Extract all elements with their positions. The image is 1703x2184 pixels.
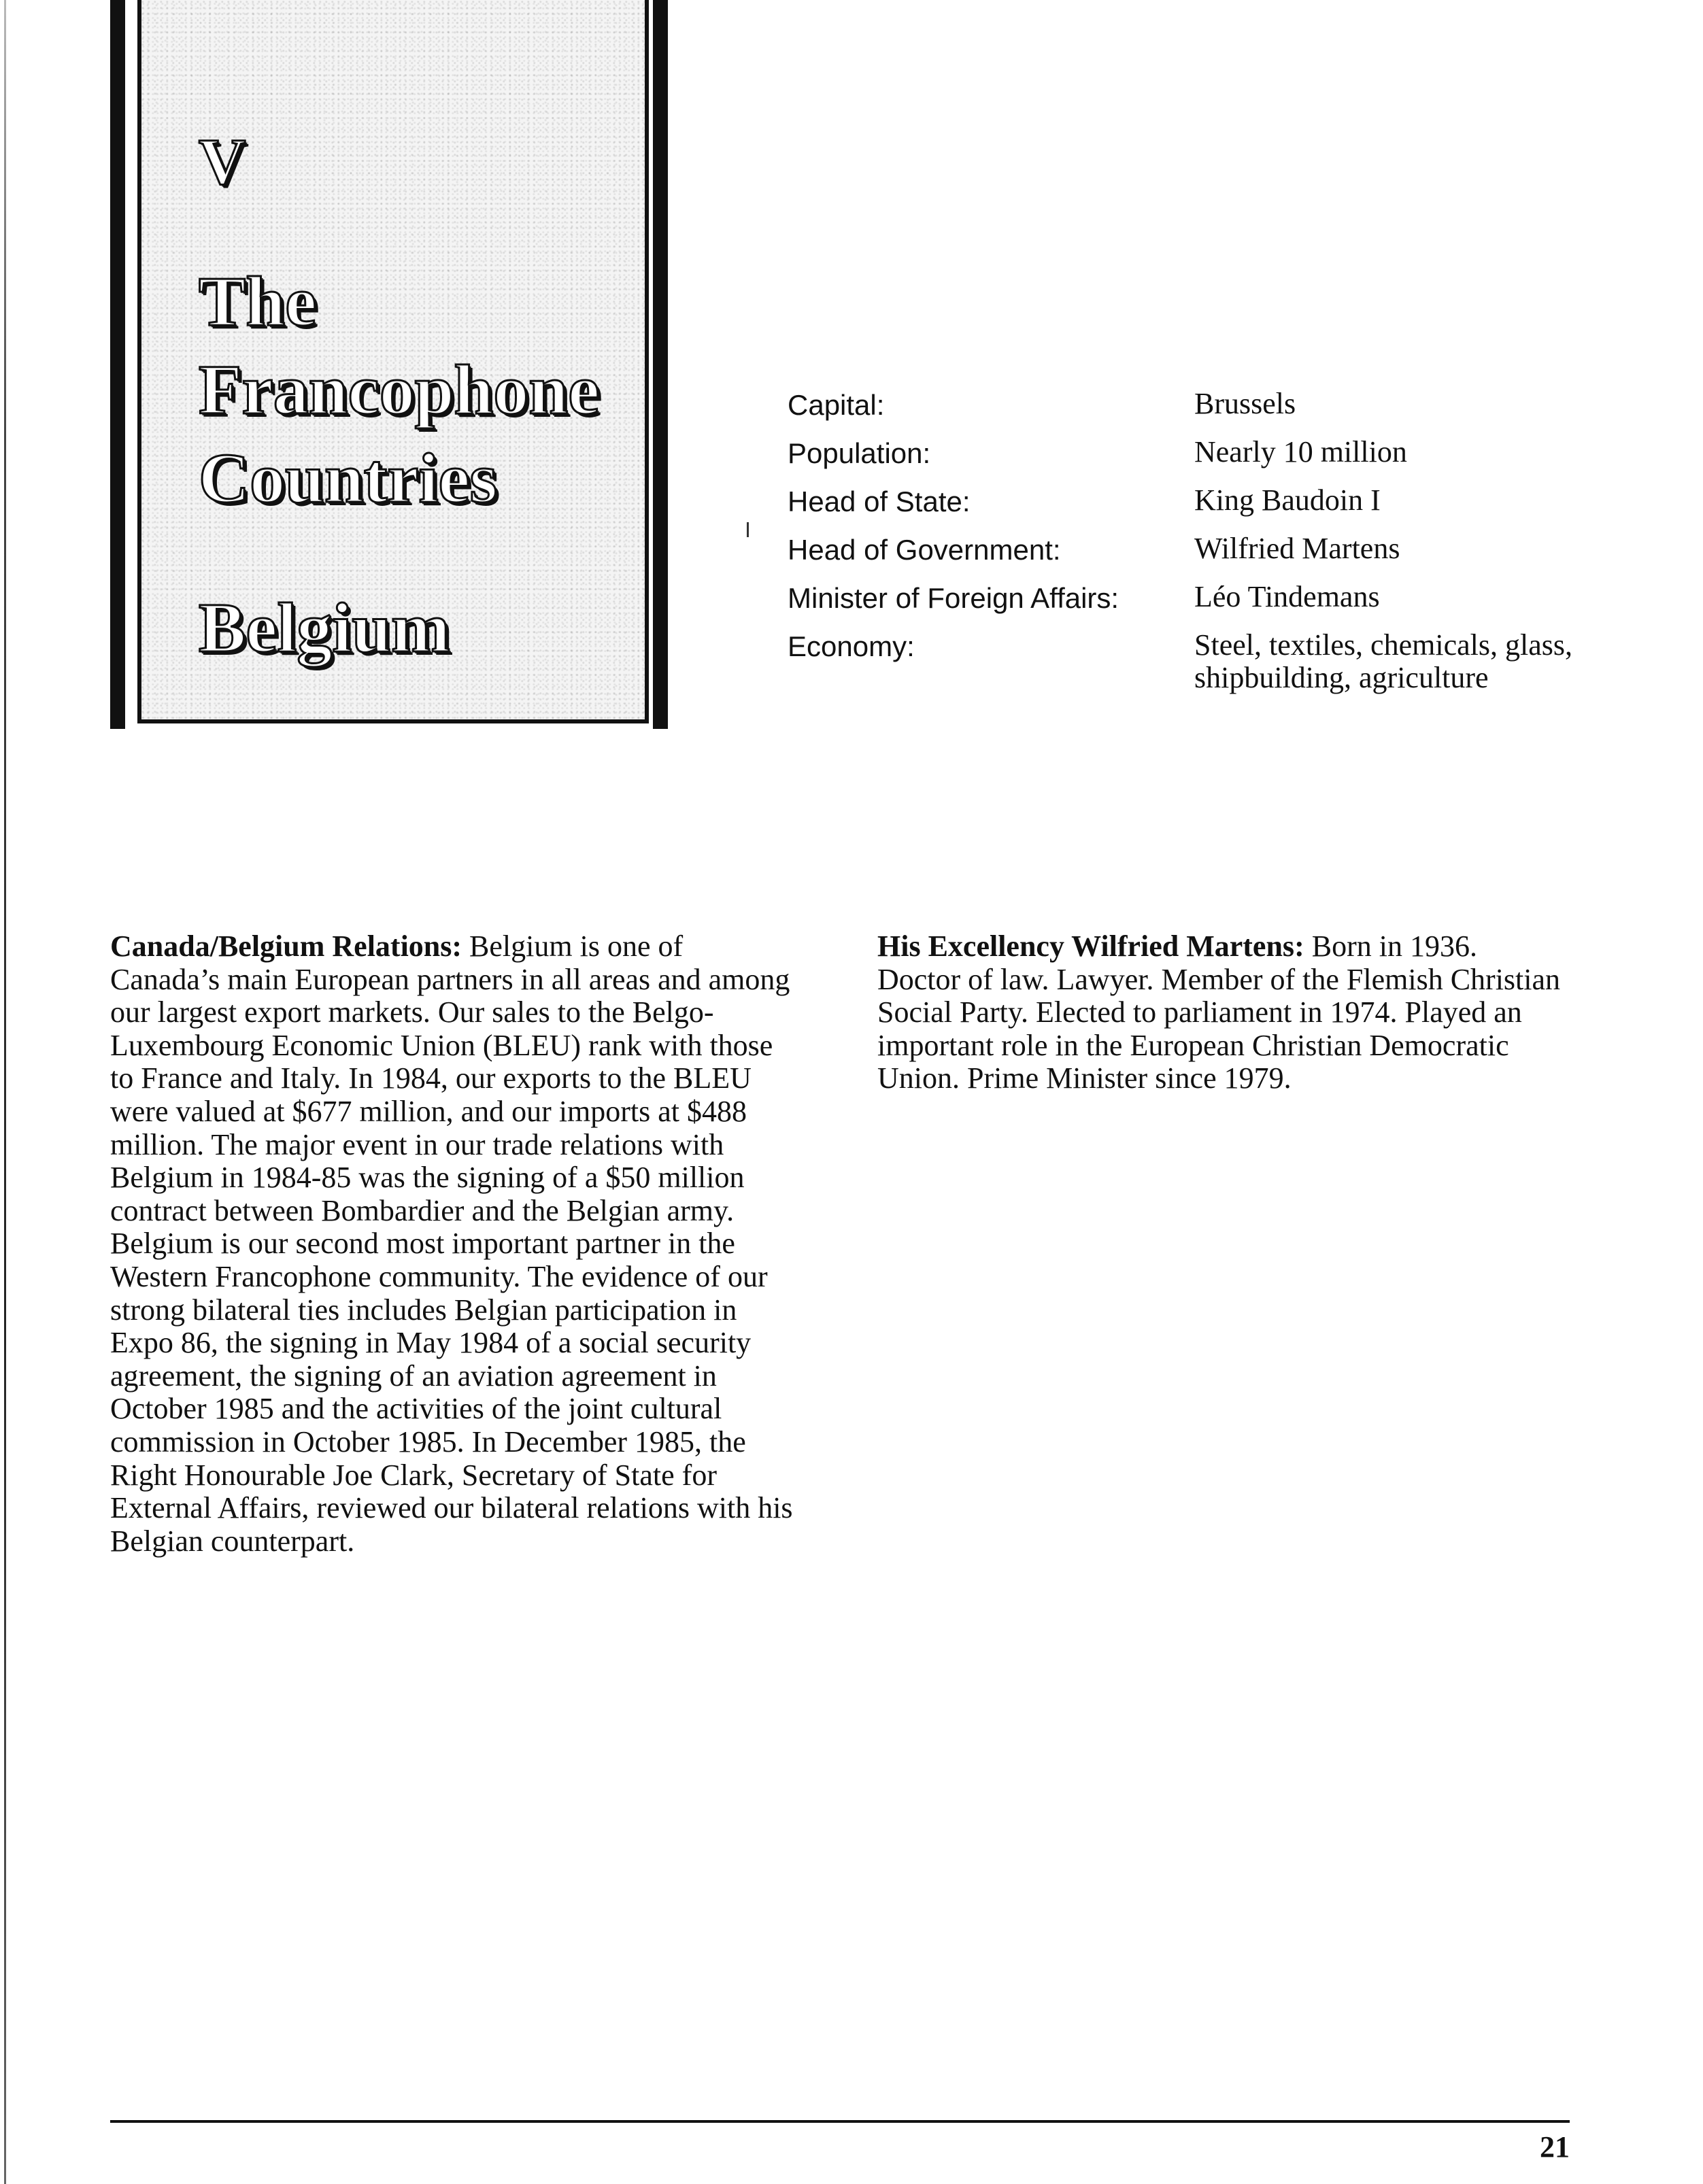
fact-value: Léo Tindemans [1194,580,1380,613]
biography-heading: His Excellency Wilfried Martens [877,929,1295,963]
fact-value: Wilfried Martens [1194,532,1400,565]
biography-paragraph [877,930,1564,1095]
fact-label: Economy: [788,630,915,662]
fact-label: Minister of Foreign Affairs: [788,582,1119,614]
relations-heading: Canada/Belgium Relations [110,929,452,963]
fact-row-head-of-state [788,484,1604,519]
fact-value: Brussels [1194,387,1296,420]
fact-value: King Baudoin I [1194,483,1381,517]
chapter-title-box [110,0,668,729]
stray-print-mark [747,522,749,537]
fact-row-head-of-government [788,532,1604,568]
chapter-numeral: V [199,125,246,198]
chapter-title-line-3: Countries [199,439,498,517]
country-title: Belgium [199,589,450,667]
title-box-right-bar [653,0,668,729]
fact-label: Head of Government: [788,534,1061,566]
relations-text: Belgium is one of Canada’s main European partners in all areas and among our largest export markets. Our sales to the Belgo-Luxembourg Economic Union (BLEU) rank with those to France and Italy. In 1984, our exports to the BLEU were valued at $677 million, and our imports at $488 million. The major event in our trade relations with Belgium in 1984-85 was the signing of a $50 million contract between Bombardier and the Belgian army. Belgium is our second most important partner in the Western Francophone community. The evidence of our strong bilateral ties includes Belgian participation in Expo 86, the signing in May 1984 of a social security agreement, the signing of an aviation agreement in October 1985 and the activities of the joint cultural commission in October 1985. In December 1985, the Right Honourable Joe Clark, Secretary of State for External Affairs, reviewed our bilateral relations with his Belgian counterpart. [110,929,793,1558]
chapter-title-line-2: Francophone [199,351,600,429]
fact-label: Population: [788,437,931,469]
page-edge-shadow [4,0,6,2184]
fact-row-economy [788,629,1604,694]
chapter-title-line-1: The [199,262,317,341]
fact-row-capital [788,388,1604,423]
relations-heading-colon: : [452,929,462,963]
fact-label: Head of State: [788,485,971,517]
page-number: 21 [1540,2130,1570,2164]
fact-value: Nearly 10 million [1194,435,1407,468]
fact-value: Steel, textiles, chemicals, glass, shipbuilding, agriculture [1194,628,1572,694]
biography-text: Born in 1936. Doctor of law. Lawyer. Member of the Flemish Christian Social Party. Elected to parliament in 1974. Played an important role in the European Christian Democratic Union. Prime Minister since 1979. [877,929,1561,1095]
footer-rule [110,2120,1570,2123]
fact-row-population [788,436,1604,471]
fact-label: Capital: [788,389,885,421]
fact-sheet [788,388,1604,707]
fact-row-foreign-minister [788,581,1604,616]
title-box-left-bar [110,0,125,729]
relations-paragraph [110,930,797,1558]
title-box-panel [137,0,649,723]
biography-heading-colon: : [1294,929,1304,963]
